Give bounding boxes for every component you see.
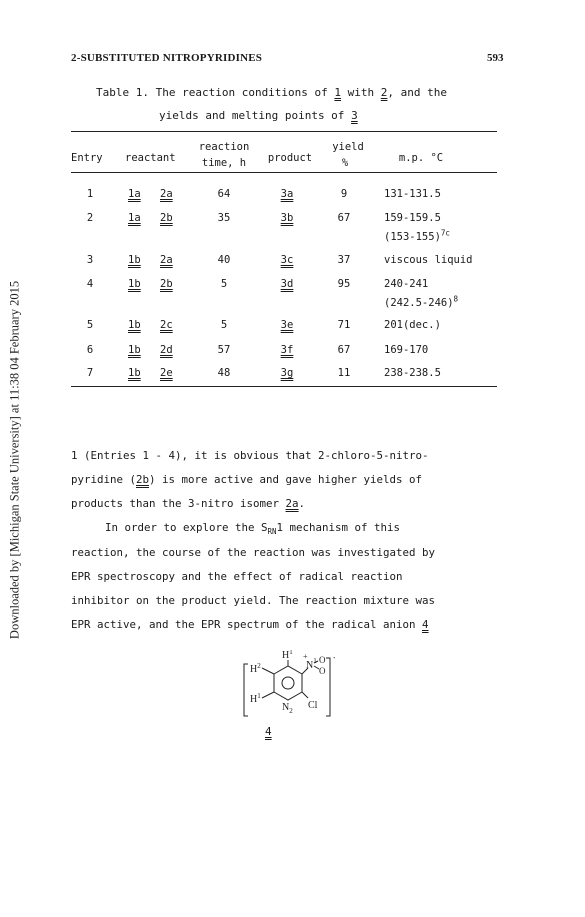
body-line	[71, 497, 305, 510]
atom-o-top: O	[319, 655, 326, 665]
aromatic-circle	[282, 677, 294, 689]
cell-r2: 2c	[160, 319, 173, 331]
cell-r1: 1a	[128, 188, 141, 200]
cell-yield: 67	[337, 344, 351, 356]
compound-ref: 3	[351, 109, 358, 122]
bond-cl	[302, 692, 308, 698]
body-text: EPR active, and the EPR spectrum of the radical anion	[71, 618, 423, 631]
body-line	[71, 618, 429, 631]
body-text: .	[298, 497, 306, 510]
cell-product: 3e	[280, 319, 294, 331]
body-line: inhibitor on the product yield. The reaction mixture was	[71, 594, 436, 607]
header-yield-bottom: %	[341, 157, 349, 169]
cell-entry: 1	[86, 188, 94, 200]
mp-literature-value: (242.5-246)	[384, 297, 454, 309]
compound-ref: 2b	[136, 473, 150, 486]
cell-time: 40	[217, 254, 231, 266]
cell-mp-literature	[384, 294, 459, 309]
table-caption-line-2	[159, 109, 358, 122]
reference-superscript: 8	[453, 294, 459, 304]
cell-mp: 131-131.5	[384, 188, 441, 200]
atom-h1-left: $H^1$	[250, 692, 261, 705]
body-line: EPR spectroscopy and the effect of radical reaction	[71, 570, 403, 583]
header-entry: Entry	[71, 152, 103, 164]
cell-time: 64	[217, 188, 231, 200]
radical-anion-structure	[240, 650, 350, 725]
cell-product: 3f	[280, 344, 294, 356]
cell-r2: 2b	[160, 212, 173, 224]
cell-mp: 169-170	[384, 344, 429, 356]
cell-mp: viscous liquid	[384, 254, 473, 266]
table-top-rule	[71, 131, 497, 132]
download-watermark	[0, 0, 30, 917]
body-text: In order to explore the S	[105, 521, 268, 534]
radical-anion-symbol: ∙	[333, 653, 336, 664]
cell-time: 5	[220, 319, 228, 331]
atom-h1-top: $H^1$	[282, 650, 293, 661]
header-mp: m.p. °C	[398, 152, 444, 164]
cell-r1: 1b	[128, 344, 141, 356]
cell-r1: 1b	[128, 319, 141, 331]
right-bracket	[326, 658, 330, 716]
cell-mp: 201(dec.)	[384, 319, 441, 331]
compound-ref: 2a	[285, 497, 299, 510]
body-line: 1 (Entries 1 - 4), it is obvious that 2-chloro-5-nitro-	[71, 449, 429, 462]
cell-yield: 37	[337, 254, 351, 266]
cell-entry: 3	[86, 254, 94, 266]
cell-r1: 1b	[128, 254, 141, 266]
cell-product: 3c	[280, 254, 294, 266]
cell-r2: 2e	[160, 367, 173, 379]
cell-entry: 5	[86, 319, 94, 331]
compound-ref: 1	[334, 86, 342, 99]
cell-entry: 7	[86, 367, 94, 379]
body-text: ) is more active and gave higher yields of	[149, 473, 423, 486]
body-text: pyridine (	[71, 473, 137, 486]
cell-mp: 159-159.5	[384, 212, 441, 224]
table-header-rule	[71, 172, 497, 173]
cell-r1: 1b	[128, 367, 141, 379]
cell-entry: 6	[86, 344, 94, 356]
body-line	[105, 521, 401, 537]
bond-h2	[262, 668, 274, 674]
header-yield-top: yield	[332, 141, 364, 153]
cell-yield: 71	[337, 319, 351, 331]
caption-text: Table 1. The reaction conditions of	[96, 86, 335, 99]
cell-mp-literature	[384, 228, 450, 243]
body-text: 1 mechanism of this	[276, 521, 401, 534]
cell-r2: 2a	[160, 254, 173, 266]
cell-entry: 4	[86, 278, 94, 290]
pyridine-ring	[274, 666, 302, 700]
cell-yield: 9	[340, 188, 348, 200]
cell-mp: 240-241	[384, 278, 429, 290]
compound-ref: 2	[380, 86, 388, 99]
table-bottom-rule	[71, 386, 497, 387]
bond-h1-left	[262, 692, 274, 698]
atom-n1: $N^1$	[306, 657, 317, 671]
cell-yield: 11	[337, 367, 351, 379]
cell-yield: 95	[337, 278, 351, 290]
charge-plus: +	[303, 652, 308, 661]
cell-r2: 2a	[160, 188, 173, 200]
cell-time: 57	[217, 344, 231, 356]
cell-product: 3a	[280, 188, 294, 200]
header-product: product	[267, 152, 313, 164]
caption-text: , and the	[387, 86, 448, 99]
body-line: reaction, the course of the reaction was investigated by	[71, 546, 436, 559]
page-number: 593	[487, 52, 504, 64]
subscript-rn: RN	[267, 527, 277, 537]
cell-r2: 2b	[160, 278, 173, 290]
cell-r1: 1a	[128, 212, 141, 224]
header-reactant: reactant	[125, 152, 176, 164]
caption-text: yields and melting points of	[159, 109, 352, 122]
body-line	[71, 473, 422, 486]
atom-n2: $N_2$	[282, 702, 293, 715]
table-caption-line-1	[96, 86, 447, 99]
mp-literature-value: (153-155)	[384, 231, 441, 243]
atom-cl: Cl	[308, 700, 318, 711]
atom-o-bottom: O	[319, 666, 326, 676]
structure-label: 4	[265, 725, 272, 738]
cell-entry: 2	[86, 212, 94, 224]
cell-r1: 1b	[128, 278, 141, 290]
cell-time: 48	[217, 367, 231, 379]
cell-time: 5	[220, 278, 228, 290]
header-reaction-time-bottom: time, h	[201, 157, 247, 169]
cell-time: 35	[217, 212, 231, 224]
atom-h2: $H^2$	[250, 662, 261, 675]
running-header: 2-SUBSTITUTED NITROPYRIDINES	[71, 52, 263, 64]
reference-superscript: 7c	[440, 228, 450, 238]
left-bracket	[244, 664, 248, 716]
cell-product: 3g	[280, 367, 294, 379]
compound-ref: 4	[422, 618, 429, 631]
cell-r2: 2d	[160, 344, 173, 356]
cell-product: 3b	[280, 212, 294, 224]
body-text: products than the 3-nitro isomer	[71, 497, 286, 510]
caption-text: with	[341, 86, 381, 99]
cell-mp: 238-238.5	[384, 367, 441, 379]
download-watermark-text: Downloaded by [Michigan State University] at 11:38 04 February 2015	[7, 280, 22, 640]
cell-product: 3d	[280, 278, 294, 290]
header-reaction-time-top: reaction	[198, 141, 250, 153]
cell-yield: 67	[337, 212, 351, 224]
